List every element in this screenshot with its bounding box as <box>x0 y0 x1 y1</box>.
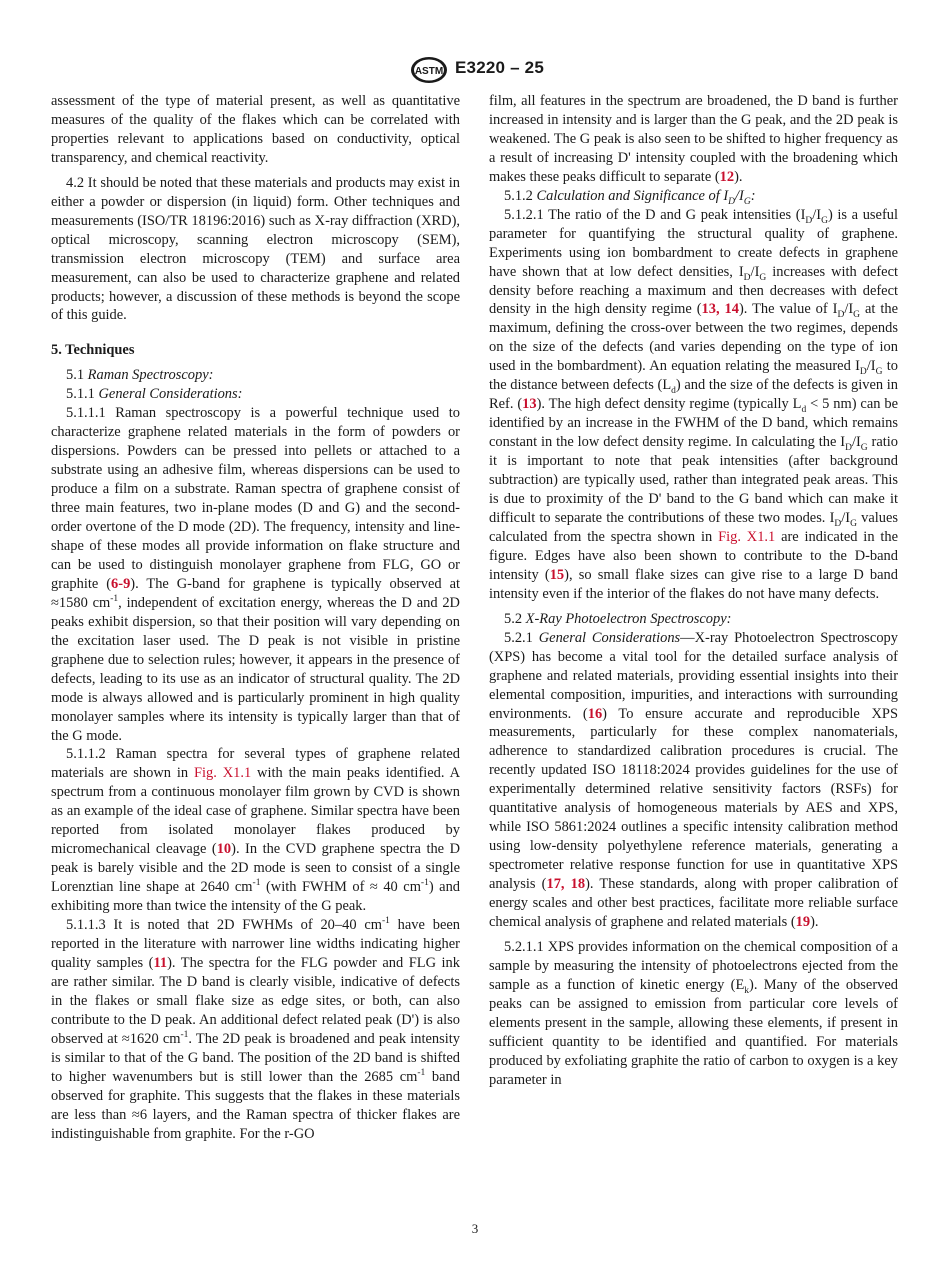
section-heading-techniques: 5. Techniques <box>51 342 135 359</box>
paragraph-5-2-1: 5.2.1 General Considerations—X-ray Photoelectron Spectroscopy (XPS) has become a vital tool for the detailed surface analysis of graphene and related materials, providing essential insights into their elemental composition, impurities, and interactions with surrounding environments. (16) To ensure accurate and reproducible XPS measurements, particularly for these complex nanomaterials, adherence to standardized calibration procedures is crucial. The recently updated ISO 18118:2024 provides guidelines for the use of experimentally determined relative sensitivity factors (RSFs) for quantitative analysis of homogeneous materials by AES and XPS, while ISO 5861:2024 outlines a specific intensity calibration method using low-density polyethylene reference materials, generating a spectrometer relative response function for use in quantitative XPS analysis (17, 18). These standards, along with proper calibration of energy scales and other best practices, facilitate more reliable surface chemical analysis of graphene and related materials (19). <box>489 629 899 930</box>
left-column <box>51 92 460 1143</box>
reference-link[interactable]: 18 <box>570 876 586 893</box>
figure-link[interactable]: Fig. X1.1 <box>718 528 776 545</box>
reference-link[interactable]: 12 <box>719 168 735 185</box>
reference-link[interactable]: 10 <box>216 841 232 858</box>
paragraph: assessment of the type of material present, as well as quantitative measures of the quality of the flakes which can be correlated with properties relevant to applications based on conductivity, optical transparency, and chemical reactivity. <box>51 93 460 166</box>
subsection-5-2: 5.2 X-Ray Photoelectron Spectroscopy: <box>504 610 732 627</box>
subsection-5-1-2: 5.1.2 Calculation and Significance of $I_D/I_G$: <box>504 187 756 207</box>
paragraph-5-1-1-2: 5.1.1.2 Raman spectra for several types of graphene related materials are shown in Fig. X1.1 with the main peaks identified. A spectrum from a continuous monolayer film grown by CVD is shown as an example of the ideal case of graphene. Similar spectra have been reported from isolated monolayer flakes produced by micromechanical cleavage (10). In the CVD graphene spectra the D peak is barely visible and the 2D mode is seen to consist of a single Lorenztian line shape at 2640 $cm^{-1}$ (with FWHM of ≈ 40 $cm^{-1}$) and exhibiting more than twice the intensity of the G peak. <box>51 746 461 915</box>
reference-link[interactable]: 6-9 <box>111 575 131 592</box>
reference-link[interactable]: 17 <box>546 876 561 893</box>
astm-logo-icon <box>410 56 448 84</box>
standard-designation: E3220 – 25 <box>455 58 544 77</box>
paragraph-4-2: 4.2 It should be noted that these materials and products may exist in either a powder or dispersion (in liquid) form. Other techniques and measurements (ISO/TR 18196:2016) such as X-ray diffraction (XRD), optical microscopy, scanning electron microscopy (SEM), transmission electron microscopy (TEM) and surface area measurement, can also be used to characterize graphene and related products; however, a discussion of these methods is beyond the scope of this guide. <box>51 174 460 324</box>
logo-text: ASTM <box>414 66 444 77</box>
reference-link[interactable]: 14 <box>724 301 739 318</box>
right-column <box>489 92 898 1090</box>
reference-link[interactable]: 13 <box>701 301 716 318</box>
subsection-5-1: 5.1 Raman Spectroscopy: <box>66 367 214 384</box>
figure-link[interactable]: Fig. X1.1 <box>193 765 252 782</box>
reference-link[interactable]: 13 <box>522 396 537 413</box>
reference-link[interactable]: 11 <box>153 954 168 971</box>
reference-link[interactable]: 15 <box>549 566 565 583</box>
paragraph: film, all features in the spectrum are broadened, the D band is further increased in intensity and is larger than the G peak, and the 2D peak is weakened. The G peak is also seen to be shifted to higher frequency as a result of increasing D' intensity coupled with the broadening which makes these peaks difficult to separate (12). <box>489 93 898 185</box>
paragraph-5-2-1-1: 5.2.1.1 XPS provides information on the chemical composition of a sample by measuring the intensity of photoelectrons ejected from the sample as a function of kinetic energy $(E_k)$. Many of the observed peaks can be assigned to emission from particular core levels of elements present in the sample, allowing these elements, if present in sufficient quantity to be identified and quantified. For materials produced by exfoliating graphite the ratio of carbon to oxygen is a key parameter in <box>489 938 898 1088</box>
paragraph-5-1-1-1: 5.1.1.1 Raman spectroscopy is a powerful technique used to characterize graphene related materials in the form of powders or dispersions. Powders can be pressed into pellets or attached to a substrate using an adhesive film, whereas dispersions can be used to produce a film on a substrate. Raman spectra of graphene consist of three main features, two in-plane modes (D and G) and the second-order overtone of the D mode (2D). The frequency, intensity and line-shape of these modes all provide information on flake structure and can be used to distinguish monolayer graphene from FLG, GO or graphite (6-9). The G-band for graphene is typically observed at ≈1580 $cm^{-1}$, independent of excitation energy, whereas the D and 2D peaks exhibit dispersion, so that their position will vary depending on the excitation laser used. The D peak is not visible in pristine graphene due to selection rules; however, it appears in the presence of defects, leading to its use as an indicator of structural quality. The 2D mode is always allowed and is particularly prominent in high quality monolayer samples where its intensity is typically larger than that of the G mode. <box>51 405 460 744</box>
reference-link[interactable]: 16 <box>587 705 603 722</box>
page-header <box>0 56 950 84</box>
paragraph-5-1-2-1: 5.1.2.1 The ratio of the D and G peak intensities $(I_D/I_G)$ is a useful parameter for quantifying the structural quality of graphene. Experiments using ion bombardment to create defects in graphene have shown that at low defect densities, $I_D/I_G$ increases with defect density before reaching a maximum and then decreases with defect density in the high density regime (13, 14). The value of $I_D/I_G$ at the maximum, defining the cross-over between the two regimes, depends on the size of the defects (and varies depending on the type of ion used in the bombardment). An equation relating the measured $I_D/I_G$ to the distance between defects $(L_d)$ and the size of the defects is given in Ref. (13). The high defect density regime (typically $L_d < 5$ nm) can be identified by an increase in the FWHM of the D band, which remains constant in the low defect density regime. In calculating the $I_D/I_G$ ratio it is important to note that peak intensities (after background subtraction) are typically used, rather than integrated peak areas. This is due to proximity of the D' band to the G band which can make it difficult to separate the contributions of these two modes. $I_D/I_G$ values calculated from the spectra shown in Fig. X1.1 are indicated in the figure. Edges have also been shown to contribute to the D-band intensity (15), so small flake sizes can give rise to a large D band intensity even if the interior of the flakes do not have many defects. <box>489 206 899 602</box>
paragraph-5-1-1-3: 5.1.1.3 It is noted that 2D FWHMs of 20–40 $cm^{-1}$ have been reported in the literature with narrower line widths indicating higher quality samples (11). The spectra for the FLG powder and FLG ink are rather similar. The D band is clearly visible, indicative of defects in the flakes or small flake size as edge sites, or both, can also contribute to the D peak. An additional defect related peak (D') is also observed at ≈1620 $cm^{-1}$. The 2D peak is broadened and peak intensity is similar to that of the G band. The position of the 2D band is shifted to higher wavenumbers but is still lower than the 2685 $cm^{-1}$ band observed for graphite. This suggests that the flakes in these materials are less than ≈6 layers, and the Raman spectra of thicker flakes are indistinguishable from graphite. For the r-GO <box>51 916 460 1142</box>
subsection-5-1-1: 5.1.1 General Considerations: <box>66 386 243 403</box>
reference-link[interactable]: 19 <box>795 913 811 930</box>
page-number: 3 <box>471 1221 479 1236</box>
